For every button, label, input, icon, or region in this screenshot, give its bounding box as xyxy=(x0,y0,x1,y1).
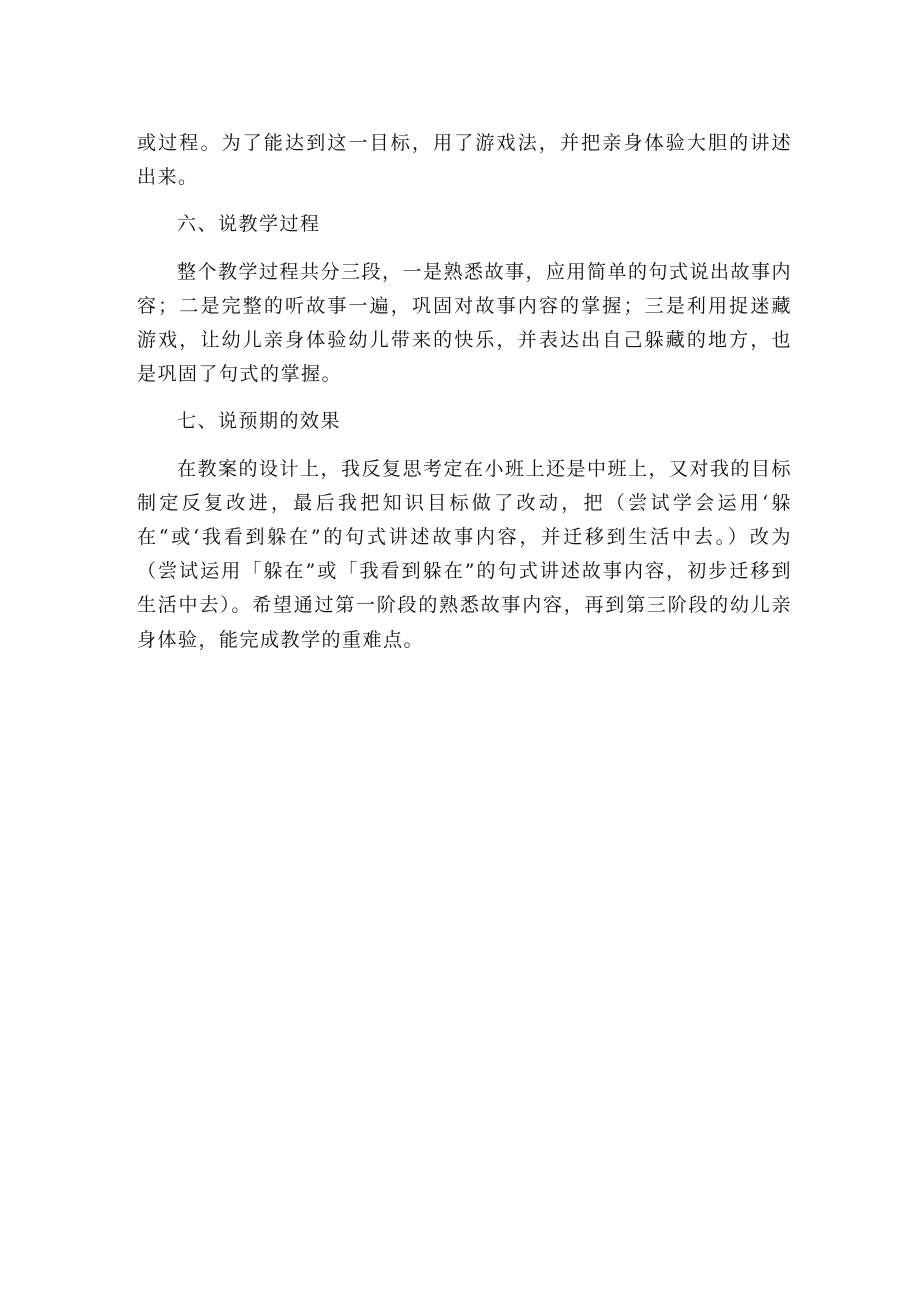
section-heading-expected-effect: 七、说预期的效果 xyxy=(177,410,342,433)
paragraph-expected-effect: 在教案的设计上，我反复思考定在小班上还是中班上，又对我的目标制定反复改进，最后我把知识目标做了改动，把（尝试学会运用‘躲在“或‘我看到躲在”的句式讲述故事内容，并迁移到生活中去。）改为（尝试运用「躲在”或「我看到躲在”的句式讲述故事内容，初步迁移到生活中去）。希望通过第一阶段的熟悉故事内容，再到第三阶段的幼儿亲身体验，能完成教学的重难点。 xyxy=(137,457,793,651)
paragraph-gap xyxy=(137,242,792,255)
document-body xyxy=(137,126,792,657)
paragraph-continuation: 或过程。为了能达到这一目标，用了游戏法，并把亲身体验大胆的讲述出来。 xyxy=(137,132,792,189)
paragraph-gap xyxy=(137,439,792,452)
paragraph-teaching-process: 整个教学过程共分三段，一是熟悉故事，应用简单的句式说出故事内容；二是完整的听故事一遍，巩固对故事内容的掌握；三是利用捉迷藏游戏，让幼儿亲身体验幼儿带来的快乐，并表达出自己躲藏的地方，也是巩固了句式的掌握。 xyxy=(137,260,793,386)
section-heading-teaching-process: 六、说教学过程 xyxy=(177,213,321,236)
paragraph-gap xyxy=(137,194,792,207)
paragraph-gap xyxy=(137,391,792,404)
